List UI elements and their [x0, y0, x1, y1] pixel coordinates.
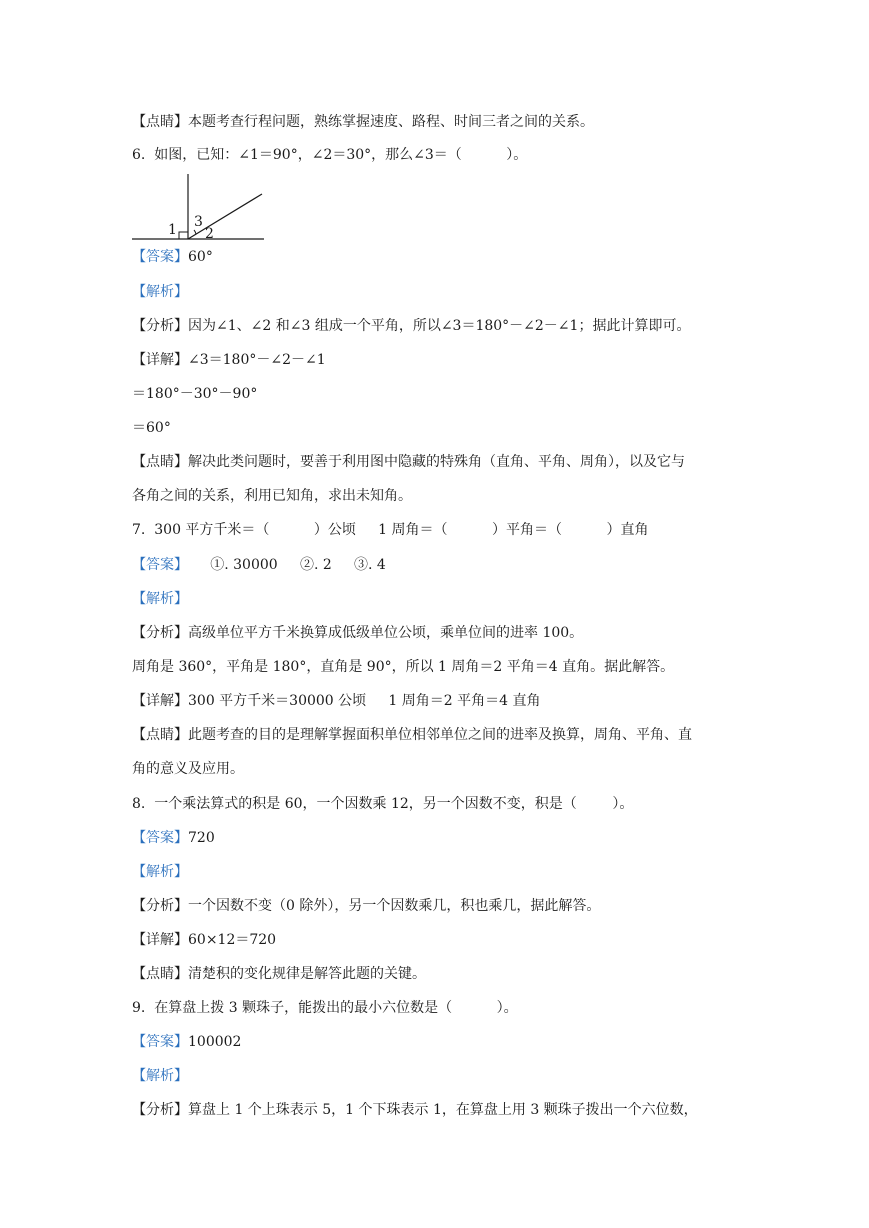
line-text: 60×12＝720: [188, 932, 277, 948]
line-16: [132, 691, 742, 711]
question-6: [132, 145, 742, 165]
line-17: [132, 725, 742, 745]
line-text: 100002: [188, 1034, 242, 1050]
line-21: [132, 862, 742, 882]
line-text: 周角是 360°，平角是 180°，直角是 90°，所以 1 周角＝2 平角＝4 直角。据此解答。: [132, 659, 675, 675]
line-text: 各角之间的关系，利用已知角，求出未知角。: [132, 488, 412, 504]
line-tag: 【答案】: [132, 1034, 188, 1050]
line-text: 解决此类问题时，要善于利用图中隐藏的特殊角（直角、平角、周角），以及它与: [188, 454, 685, 470]
line-text: ∠3＝180°－∠2－∠1: [188, 352, 326, 368]
line-8: [132, 418, 742, 438]
line-text: 6. 如图，已知：∠1＝90°，∠2＝30°，那么∠3＝（ ）。: [132, 147, 528, 163]
line-text: ＝60°: [132, 420, 171, 436]
line-tag: 【点睛】: [132, 966, 188, 982]
line-tag: 【点睛】: [132, 454, 188, 470]
line-text: 720: [188, 830, 215, 846]
line-tag: 【解析】: [132, 284, 188, 300]
line-text: 本题考查行程问题，熟练掌握速度、路程、时间三者之间的关系。: [188, 114, 594, 130]
line-tag: 【分析】: [132, 1102, 188, 1118]
line-4: [132, 282, 742, 302]
line-7: [132, 384, 742, 404]
angle-label-2: 2: [205, 226, 214, 242]
line-tag: 【详解】: [132, 693, 188, 709]
line-12: [132, 555, 742, 575]
line-text: ①. 30000 ②. 2 ③. 4: [188, 557, 386, 573]
line-5: [132, 316, 742, 336]
right-angle-mark: [179, 232, 188, 239]
line-text: 8. 一个乘法算式的积是 60，一个因数乘 12，另一个因数不变，积是（ ）。: [132, 796, 634, 812]
line-10: [132, 486, 742, 506]
line-text: 因为∠1、∠2 和∠3 组成一个平角，所以∠3＝180°－∠2－∠1；据此计算即可。: [188, 318, 691, 334]
line-tag: 【分析】: [132, 318, 188, 334]
line-tag: 【答案】: [132, 249, 188, 265]
line-26: [132, 1032, 742, 1052]
line-15: [132, 657, 742, 677]
question-8: [132, 794, 742, 814]
line-tag: 【分析】: [132, 898, 188, 914]
line-text: 角的意义及应用。: [132, 761, 244, 777]
line-3: [132, 247, 742, 267]
line-18: [132, 759, 742, 779]
line-tag: 【答案】: [132, 557, 188, 573]
line-1: [132, 112, 742, 132]
line-tag: 【点睛】: [132, 114, 188, 130]
line-text: 清楚积的变化规律是解答此题的关键。: [188, 966, 426, 982]
line-tag: 【分析】: [132, 625, 188, 641]
line-text: 300 平方千米＝30000 公顷 1 周角＝2 平角＝4 直角: [188, 693, 541, 709]
line-text: 60°: [188, 249, 213, 265]
line-tag: 【详解】: [132, 932, 188, 948]
line-13: [132, 589, 742, 609]
line-text: 9. 在算盘上拨 3 颗珠子，能拨出的最小六位数是（ ）。: [132, 1000, 518, 1016]
angle-arc: [194, 230, 196, 234]
line-text: 此题考查的目的是理解掌握面积单位相邻单位之间的进率及换算，周角、平角、直: [188, 727, 692, 743]
line-text: 高级单位平方千米换算成低级单位公顷，乘单位间的进率 100。: [188, 625, 584, 641]
line-20: [132, 828, 742, 848]
line-28: [132, 1100, 742, 1120]
question-7: [132, 520, 742, 540]
line-text: 算盘上 1 个上珠表示 5，1 个下珠表示 1，在算盘上用 3 颗珠子拨出一个六位数，: [188, 1102, 698, 1118]
line-text: 7. 300 平方千米＝（ ）公顷 1 周角＝（ ）平角＝（ ）直角: [132, 522, 649, 538]
line-tag: 【解析】: [132, 864, 188, 880]
line-text: 一个因数不变（0 除外），另一个因数乘几，积也乘几，据此解答。: [188, 898, 601, 914]
angle-label-3: 3: [194, 214, 203, 230]
line-tag: 【答案】: [132, 830, 188, 846]
line-tag: 【解析】: [132, 591, 188, 607]
angle-label-1: 1: [168, 222, 177, 238]
line-22: [132, 896, 742, 916]
line-27: [132, 1066, 742, 1086]
line-9: [132, 452, 742, 472]
line-23: [132, 930, 742, 950]
question-9: [132, 998, 742, 1018]
angle-figure: [132, 172, 268, 244]
line-24: [132, 964, 742, 984]
line-6: [132, 350, 742, 370]
line-text: ＝180°－30°－90°: [132, 386, 258, 402]
line-tag: 【解析】: [132, 1068, 188, 1084]
line-tag: 【详解】: [132, 352, 188, 368]
line-14: [132, 623, 742, 643]
line-tag: 【点睛】: [132, 727, 188, 743]
